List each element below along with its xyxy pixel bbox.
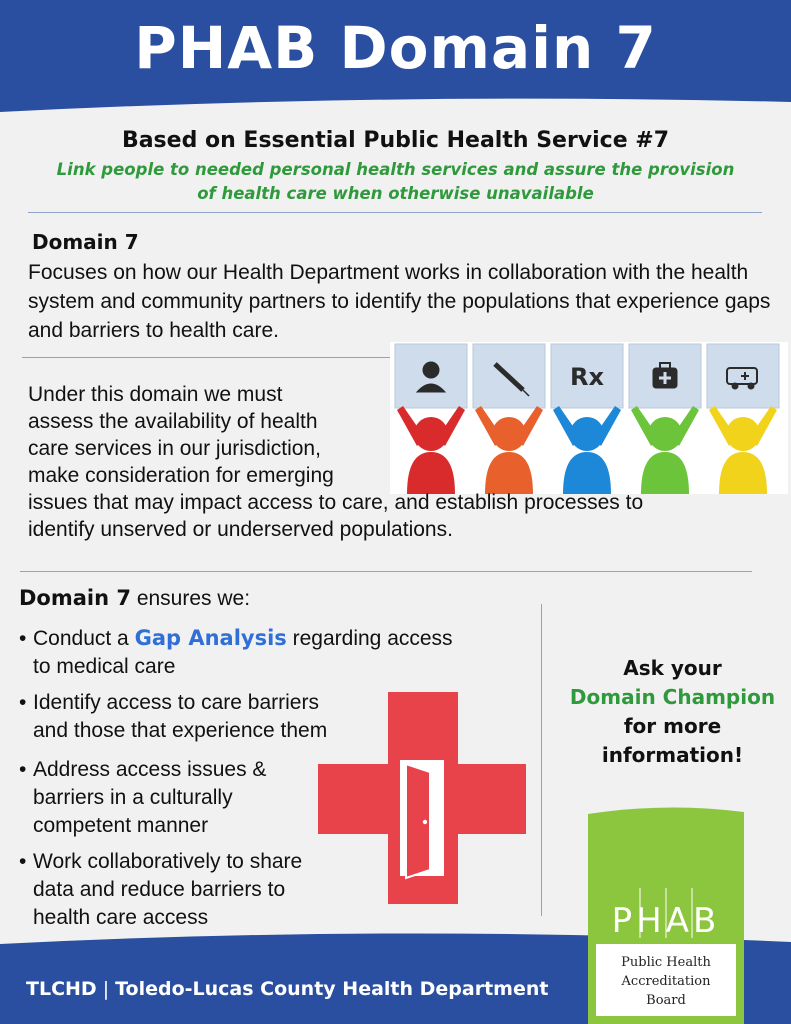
assess-line: care services in our jurisdiction, [28, 437, 321, 460]
bullet-item [19, 624, 453, 681]
bullet-text: Work collaboratively to share [33, 850, 303, 873]
ensures-heading [19, 586, 250, 611]
bullet-item [19, 689, 327, 745]
ensures-heading-rest: ensures we: [130, 587, 251, 610]
bullet-icon: • [19, 850, 27, 873]
assess-line: issues that may impact access to care, and establish processes to [28, 491, 644, 514]
gap-analysis-highlight: Gap Analysis [134, 626, 287, 650]
assess-line: identify unserved or underserved populations. [28, 518, 453, 541]
page-title: PHAB Domain 7 [134, 14, 657, 82]
logo-line: Board [646, 993, 686, 1008]
rx-label: Rx [570, 363, 604, 391]
bullet-text: Identify access to care barriers [33, 691, 319, 714]
bullet-text: Address access issues & [33, 758, 267, 781]
domain-description: Focuses on how our Health Department works in collaboration with the health system and community partners to identify the populations that experience gaps and barriers to health care. [28, 261, 771, 342]
red-cross-door-icon [318, 692, 526, 904]
logo-letters: PHAB [611, 901, 721, 941]
tagline [40, 158, 751, 206]
domain-heading: Domain 7 [32, 230, 139, 254]
tagline-line: Link people to needed personal health services and assure the provision [56, 160, 735, 179]
domain-champion-callout [560, 654, 785, 770]
logo-line: Public Health [621, 955, 711, 970]
bullet-item [19, 848, 302, 932]
bullet-text: and those that experience them [33, 719, 328, 742]
divider [20, 571, 752, 572]
assess-line: Under this domain we must [28, 383, 283, 406]
divider [28, 212, 762, 213]
assess-line: assess the availability of health [28, 410, 318, 433]
bullet-icon: • [19, 691, 27, 714]
callout-line: Ask your [623, 656, 722, 680]
callout-line: for more [623, 714, 722, 738]
footer-separator: | [102, 978, 110, 1000]
domain-champion-label: Domain Champion [569, 685, 776, 709]
bullet-item [19, 756, 266, 840]
logo-line: Accreditation [621, 974, 711, 989]
bullet-icon: • [19, 627, 27, 650]
divider [22, 357, 392, 358]
footer-abbr: TLCHD [26, 978, 97, 1000]
tagline-line: of health care when otherwise unavailable [197, 184, 594, 203]
footer-organization [26, 978, 548, 1000]
bullet-text: regarding access [286, 627, 453, 650]
ensures-heading-bold: Domain 7 [19, 586, 131, 610]
bullet-text: competent manner [33, 814, 209, 837]
assess-line: make consideration for emerging [28, 464, 334, 487]
bullet-text: Conduct a [33, 627, 135, 650]
bullet-text: barriers in a culturally [33, 786, 233, 809]
bullet-text: data and reduce barriers to [33, 878, 286, 901]
phab-logo [588, 806, 744, 1024]
footer-name: Toledo-Lucas County Health Department [115, 978, 549, 1000]
vertical-divider [541, 604, 542, 916]
bullet-text: to medical care [33, 655, 176, 678]
callout-line: information! [601, 743, 744, 767]
bullet-text: health care access [33, 906, 209, 929]
bullet-icon: • [19, 758, 27, 781]
subtitle: Based on Essential Public Health Service #7 [121, 128, 670, 153]
assess-paragraph [28, 381, 728, 543]
